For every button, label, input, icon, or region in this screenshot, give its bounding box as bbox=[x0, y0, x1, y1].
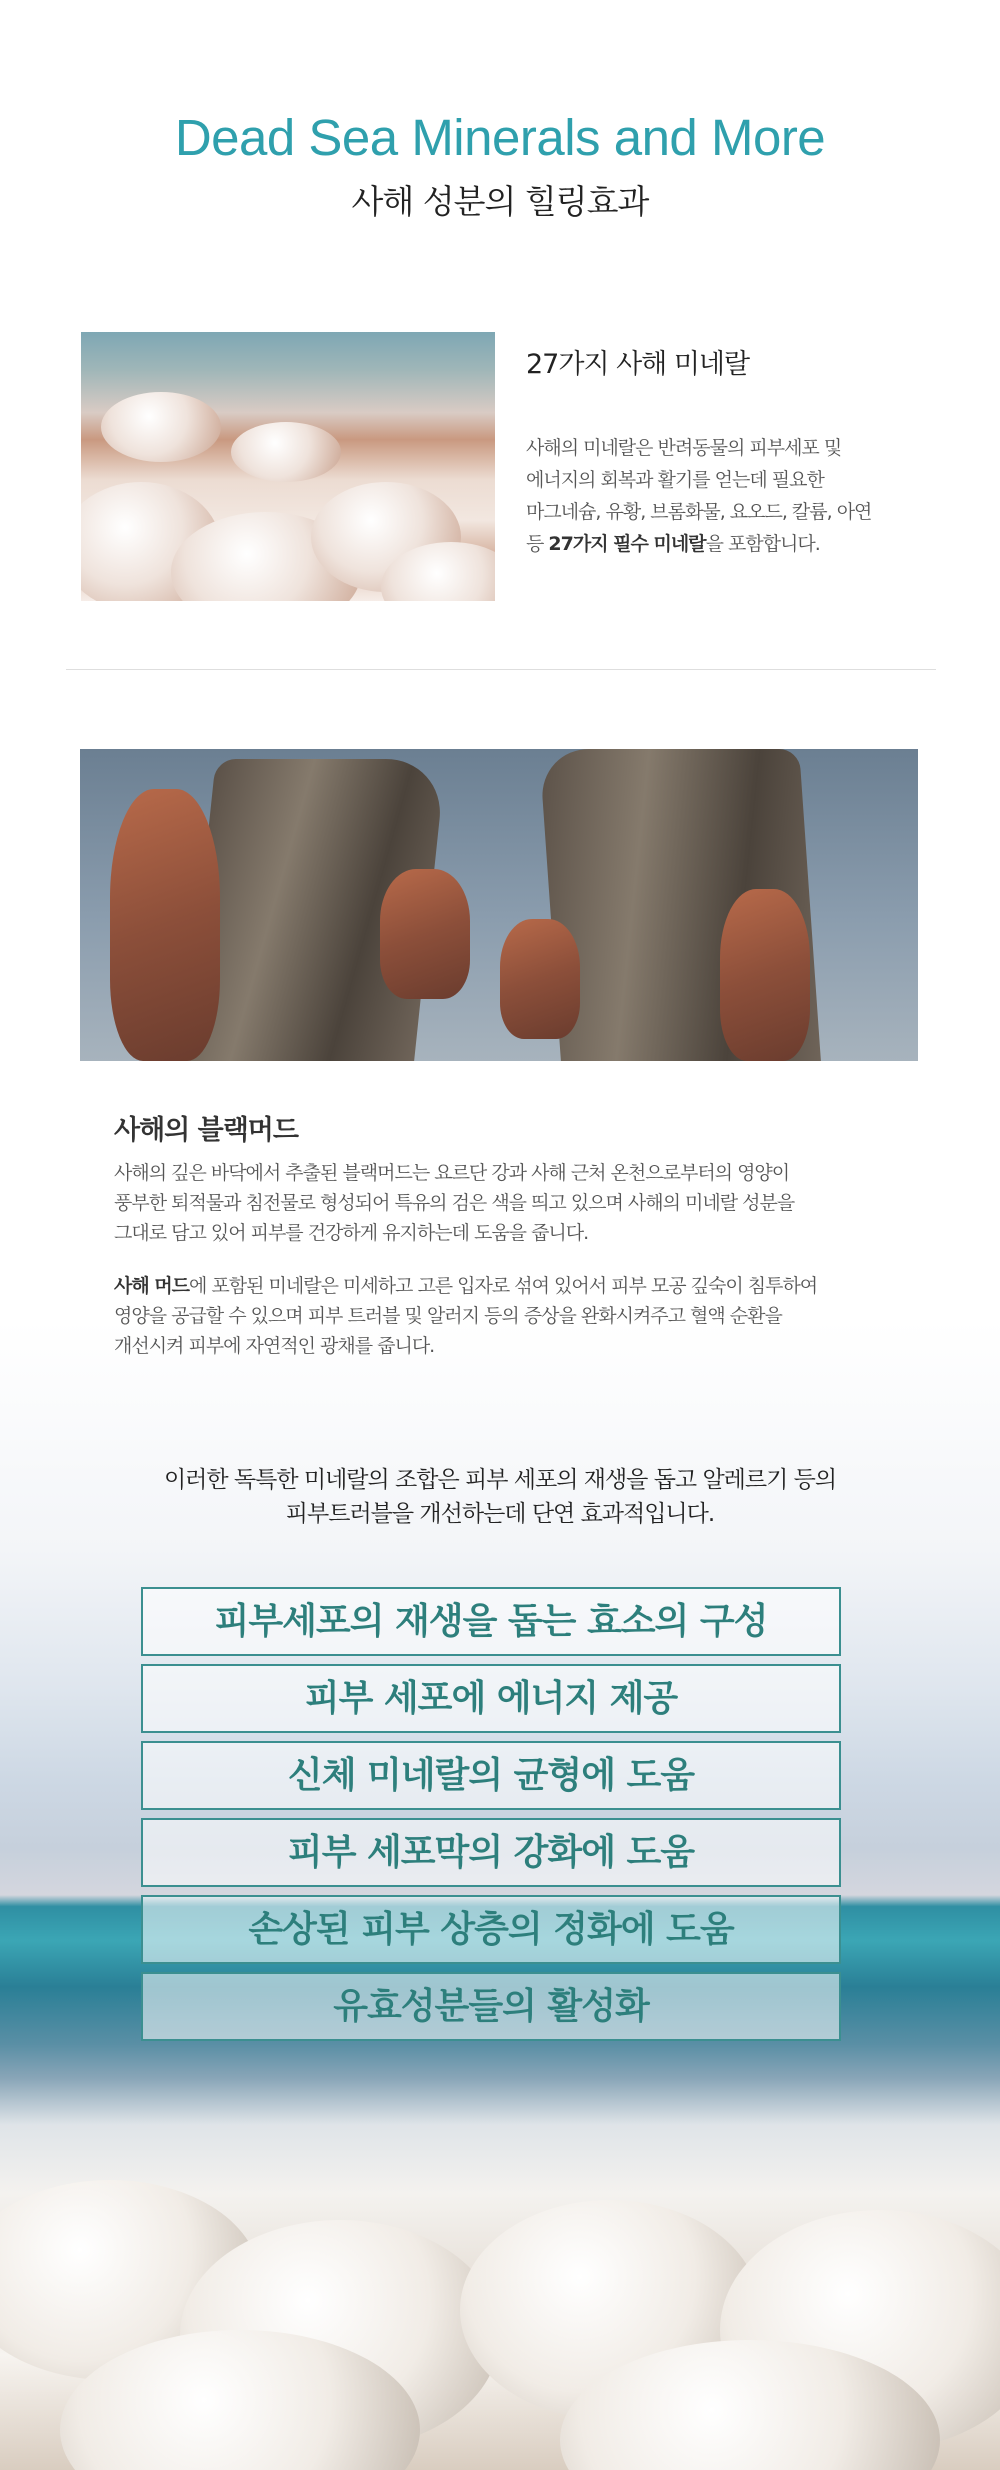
benefit-box: 신체 미네랄의 균형에 도움 bbox=[141, 1741, 841, 1810]
salt-crystals-image bbox=[81, 332, 495, 601]
benefit-box: 피부 세포막의 강화에 도움 bbox=[141, 1818, 841, 1887]
intro-line: 이러한 독특한 미네랄의 조합은 피부 세포의 재생을 돕고 알레르기 등의 bbox=[163, 1467, 837, 1493]
paragraph-line: 사해 머드에 포함된 미네랄은 미세하고 고른 입자로 섞여 있어서 피부 모공 깊숙이 침투하여 bbox=[114, 1275, 818, 1297]
minerals-description bbox=[526, 432, 946, 560]
page-title: Dead Sea Minerals and More bbox=[174, 109, 826, 166]
mud-highlight: 사해 머드 bbox=[114, 1275, 190, 1297]
intro-line: 피부트러블을 개선하는데 단연 효과적입니다. bbox=[285, 1501, 715, 1527]
benefit-box: 피부세포의 재생을 돕는 효소의 구성 bbox=[141, 1587, 841, 1656]
benefit-box: 피부 세포에 에너지 제공 bbox=[141, 1664, 841, 1733]
paragraph-line: 사해의 깊은 바닥에서 추출된 블랙머드는 요르단 강과 사해 근처 온천으로부터의 영양이 bbox=[114, 1162, 790, 1184]
minerals-line: 에너지의 회복과 활기를 얻는데 필요한 bbox=[526, 469, 824, 491]
benefits-intro bbox=[0, 1463, 1000, 1531]
black-mud-heading: 사해의 블랙머드 bbox=[114, 1115, 298, 1146]
paragraph-line: 개선시켜 피부에 자연적인 광채를 줍니다. bbox=[114, 1335, 435, 1357]
section-divider bbox=[66, 669, 936, 670]
black-mud-paragraph-1 bbox=[114, 1158, 904, 1248]
benefit-box: 유효성분들의 활성화 bbox=[141, 1972, 841, 2041]
benefit-box: 손상된 피부 상층의 정화에 도움 bbox=[141, 1895, 841, 1964]
page-subtitle: 사해 성분의 힐링효과 bbox=[351, 182, 649, 221]
minerals-line: 마그네슘, 유황, 브롬화물, 요오드, 칼륨, 아연 bbox=[526, 501, 872, 523]
black-mud-image bbox=[80, 749, 918, 1061]
minerals-highlight: 27가지 필수 미네랄 bbox=[548, 533, 706, 555]
minerals-line: 등 27가지 필수 미네랄을 포함합니다. bbox=[526, 533, 820, 555]
minerals-heading: 27가지 사해 미네랄 bbox=[526, 349, 750, 380]
paragraph-line: 풍부한 퇴적물과 침전물로 형성되어 특유의 검은 색을 띄고 있으며 사해의 미네랄 성분을 bbox=[114, 1192, 795, 1214]
black-mud-paragraph-2 bbox=[114, 1271, 904, 1361]
paragraph-line: 영양을 공급할 수 있으며 피부 트러블 및 알러지 등의 증상을 완화시켜주고 혈액 순환을 bbox=[114, 1305, 782, 1327]
paragraph-line: 그대로 담고 있어 피부를 건강하게 유지하는데 도움을 줍니다. bbox=[114, 1222, 589, 1244]
minerals-line: 사해의 미네랄은 반려동물의 피부세포 및 bbox=[526, 437, 842, 459]
